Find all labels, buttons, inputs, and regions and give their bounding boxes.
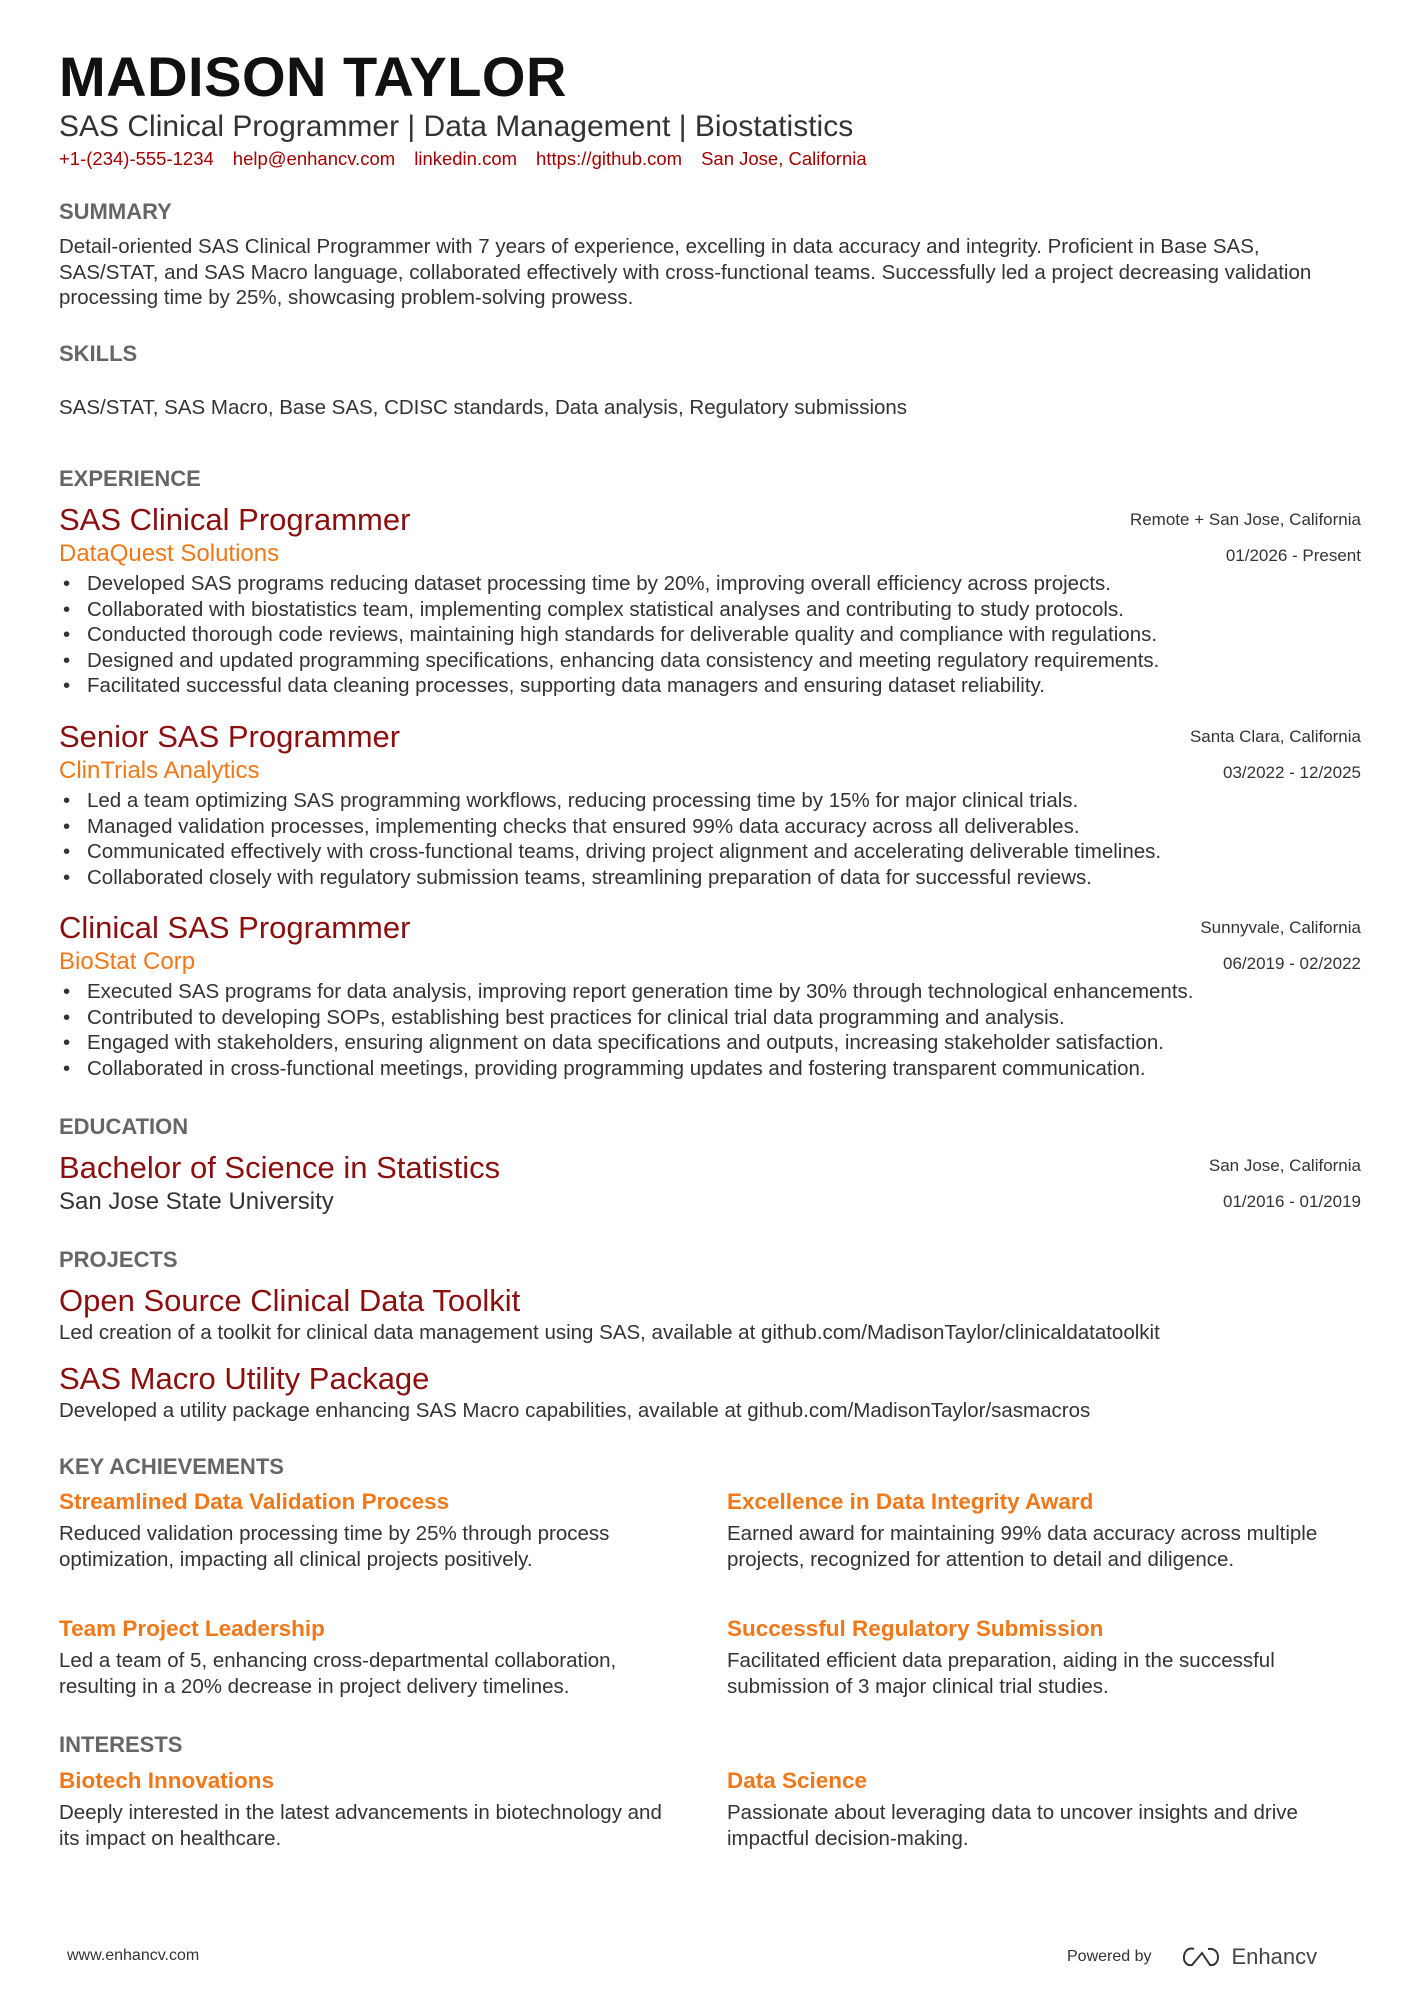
header [59, 45, 1361, 171]
powered-by [1067, 1944, 1317, 1970]
company-name: ClinTrials Analytics [59, 757, 260, 784]
skills-section [59, 340, 1361, 421]
bullet: • Led a team optimizing SAS programming workflows, reducing processing time by 15% for major clinical trials. [59, 788, 1361, 814]
section-title: PROJECTS [59, 1247, 178, 1272]
summary-section [59, 198, 1361, 311]
achievement-desc: Facilitated efficient data preparation, aiding in the successful submission of 3 major clinical trial studies. [727, 1649, 1275, 1698]
job-title: Senior SAS Programmer [59, 719, 401, 754]
github-link[interactable]: https://github.com [536, 148, 683, 169]
project-desc: Led creation of a toolkit for clinical data management using SAS, available at github.com/MadisonTaylor/clinicaldatatoolkit [59, 1321, 1160, 1344]
phone-link[interactable]: +1-(234)-555-1234 [59, 148, 214, 169]
section-title: KEY ACHIEVEMENTS [59, 1454, 284, 1479]
job-entry [59, 718, 1361, 890]
job-location: Santa Clara, California [1189, 727, 1361, 746]
enhancv-logo[interactable] [1178, 1944, 1318, 1970]
achievement [727, 1487, 1347, 1572]
interest [727, 1766, 1347, 1851]
degree: Bachelor of Science in Statistics [59, 1150, 501, 1185]
job-dates: 06/2019 - 02/2022 [1222, 954, 1361, 973]
achievement [727, 1614, 1347, 1699]
bullet: • Facilitated successful data cleaning processes, supporting data managers and ensuring dataset reliability. [59, 673, 1361, 699]
interest-title: Biotech Innovations [59, 1768, 275, 1793]
section-title: EXPERIENCE [59, 466, 201, 491]
section-title: SKILLS [59, 341, 138, 366]
interest-title: Data Science [727, 1768, 868, 1793]
achievement-desc: Earned award for maintaining 99% data accuracy across multiple projects, recognized for attention to detail and diligence. [727, 1522, 1318, 1571]
job-title: SAS Clinical Programmer [59, 502, 411, 537]
powered-by-label: Powered by [1067, 1948, 1152, 1965]
footer-website[interactable]: www.enhancv.com [67, 1947, 200, 1964]
job-title: Clinical SAS Programmer [59, 910, 411, 945]
experience-section [59, 465, 1361, 493]
bullet: • Engaged with stakeholders, ensuring alignment on data specifications and outputs, increasing stakeholder satisfaction. [59, 1030, 1361, 1056]
education-location: San Jose, California [1208, 1156, 1361, 1175]
bullet: • Designed and updated programming specifications, enhancing data consistency and meeting regulatory requirements. [59, 648, 1361, 674]
enhancv-brand: Enhancv [1231, 1944, 1318, 1969]
linkedin-link[interactable]: linkedin.com [414, 148, 518, 169]
bullet: • Collaborated in cross-functional meetings, providing programming updates and fostering transparent communication. [59, 1056, 1361, 1082]
interest-desc: Passionate about leveraging data to uncover insights and drive impactful decision-making. [727, 1801, 1298, 1850]
enhancv-logo-icon [1178, 1945, 1224, 1969]
achievement-title: Successful Regulatory Submission [727, 1616, 1104, 1641]
achievement-title: Excellence in Data Integrity Award [727, 1489, 1094, 1514]
achievement-desc: Led a team of 5, enhancing cross-departmental collaboration, resulting in a 20% decrease in project delivery timelines. [59, 1649, 617, 1698]
job-entry [59, 501, 1361, 699]
interest-desc: Deeply interested in the latest advancements in biotechnology and its impact on healthcare. [59, 1801, 662, 1850]
skills-text: SAS/STAT, SAS Macro, Base SAS, CDISC standards, Data analysis, Regulatory submissions [59, 396, 908, 419]
company-name: BioStat Corp [59, 948, 196, 975]
project-title: Open Source Clinical Data Toolkit [59, 1283, 521, 1318]
bullet: • Conducted thorough code reviews, maintaining high standards for deliverable quality and compliance with regulations. [59, 622, 1361, 648]
achievement-title: Team Project Leadership [59, 1616, 325, 1641]
section-title: EDUCATION [59, 1114, 189, 1139]
project-title: SAS Macro Utility Package [59, 1360, 430, 1396]
projects-section [59, 1246, 1361, 1423]
company-name: DataQuest Solutions [59, 540, 280, 567]
bullet: • Executed SAS programs for data analysis, improving report generation time by 30% through technological enhancements. [59, 979, 1361, 1005]
achievement-desc: Reduced validation processing time by 25% through process optimization, impacting all clinical projects positively. [59, 1522, 610, 1571]
summary-text: Detail-oriented SAS Clinical Programmer with 7 years of experience, excelling in data accuracy and integrity. Proficient in Base SAS, SAS/STAT, and SAS Macro language, collaborated effectively with cross-functional teams. Successfully led a project decreasing validation processing time by 25%, showcasing problem-solving prowess. [59, 235, 1312, 310]
bullet: • Communicated effectively with cross-functional teams, driving project alignment and accelerating deliverable timelines. [59, 839, 1361, 865]
education-dates: 01/2016 - 01/2019 [1222, 1192, 1361, 1211]
email-link[interactable]: help@enhancv.com [232, 148, 396, 169]
school: San Jose State University [59, 1188, 334, 1215]
bullet: • Collaborated closely with regulatory submission teams, streamlining preparation of data for successful reviews. [59, 865, 1361, 891]
achievement [59, 1614, 679, 1699]
project-desc: Developed a utility package enhancing SAS Macro capabilities, available at github.com/MadisonTaylor/sasmacros [59, 1398, 1091, 1422]
contact-row [59, 147, 1361, 171]
interests-section [59, 1731, 1361, 1759]
bullet: • Collaborated with biostatistics team, implementing complex statistical analyses and contributing to study protocols. [59, 597, 1361, 623]
section-title: SUMMARY [59, 199, 172, 224]
bullet: • Developed SAS programs reducing dataset processing time by 20%, improving overall efficiency across projects. [59, 571, 1361, 597]
bullet: • Managed validation processes, implementing checks that ensured 99% data accuracy across all deliverables. [59, 814, 1361, 840]
headline: SAS Clinical Programmer | Data Management | Biostatistics [59, 110, 854, 143]
job-dates: 01/2026 - Present [1225, 546, 1361, 565]
job-entry [59, 909, 1361, 1081]
achievement [59, 1487, 679, 1572]
location: San Jose, California [701, 148, 867, 169]
achievements-section [59, 1453, 1361, 1481]
section-title: INTERESTS [59, 1732, 183, 1757]
achievement-title: Streamlined Data Validation Process [59, 1489, 450, 1514]
bullet: • Contributed to developing SOPs, establishing best practices for clinical trial data programming and analysis. [59, 1005, 1361, 1031]
interest [59, 1766, 679, 1851]
candidate-name: MADISON TAYLOR [59, 45, 567, 108]
job-dates: 03/2022 - 12/2025 [1222, 763, 1361, 782]
job-location: Sunnyvale, California [1200, 918, 1361, 937]
education-section [59, 1113, 1361, 1217]
job-location: Remote + San Jose, California [1129, 510, 1361, 529]
